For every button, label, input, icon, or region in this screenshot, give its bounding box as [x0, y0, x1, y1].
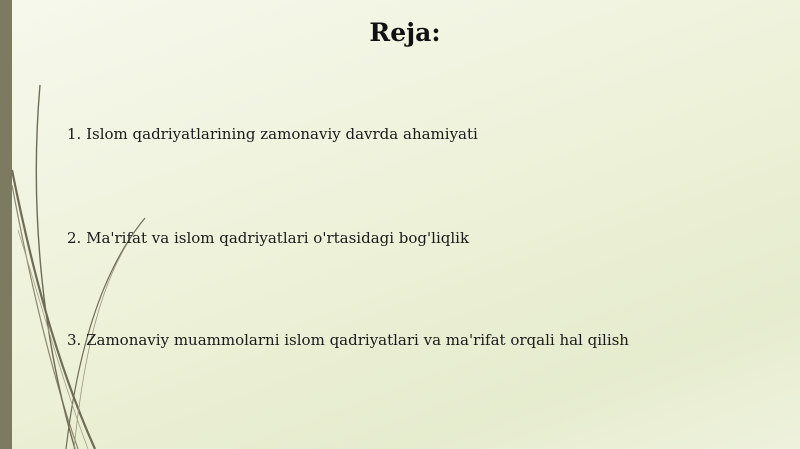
grass-blades-decoration — [0, 0, 200, 449]
slide-title: Reja: — [369, 18, 441, 47]
plan-item-3: 3. Zamonaviy muammolarni islom qadriyatlari va ma'rifat orqali hal qilish — [67, 331, 629, 349]
plan-item-2: 2. Ma'rifat va islom qadriyatlari o'rtasidagi bog'liqlik — [67, 229, 470, 247]
plan-item-1: 1. Islom qadriyatlarining zamonaviy davrda ahamiyati — [67, 125, 478, 143]
